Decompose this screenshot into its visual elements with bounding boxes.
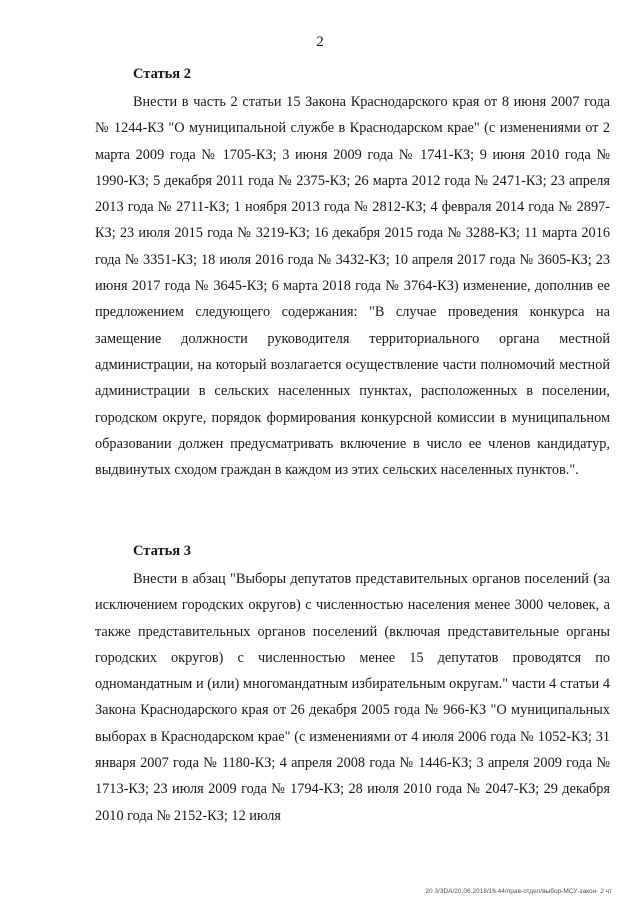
page-number: 2 (316, 34, 324, 50)
article-3-heading: Статья 3 (133, 543, 191, 559)
article-2-heading: Статья 2 (133, 66, 191, 82)
footer-file-path: 20 3/3DA/20.06.2018/16.44/прав-отдел/выбор-МСУ-закон- 2 чт (425, 888, 612, 895)
article-3-text: Внести в абзац "Выборы депутатов представительных органов поселений (за исключением городских округов) с численностью населения менее 3000 человек, а также представительных органов поселений (включая представительные органы городских округов) с численностью менее 15 депутатов проводятся по одномандатным и (или) многомандатным избирательным округам." части 4 статьи 4 Закона Краснодарского края от 26 декабря 2005 года № 966-КЗ "О муниципальных выборах в Краснодарском крае" (с изменениями от 4 июля 2006 года № 1052-КЗ; 31 января 2007 года № 1180-КЗ; 4 апреля 2008 года № 1446-КЗ; 3 апреля 2009 года № 1713-КЗ; 23 июля 2009 года № 1794-КЗ; 28 июля 2010 года № 2047-КЗ; 29 декабря 2010 года № 2152-КЗ; 12 июля (95, 571, 610, 824)
article-2-text: Внести в часть 2 статьи 15 Закона Краснодарского края от 8 июня 2007 года № 1244-КЗ "О муниципальной службе в Краснодарском крае" (с изменениями от 2 марта 2009 года № 1705-КЗ; 3 июня 2009 года № 1741-КЗ; 9 июня 2010 года № 1990-КЗ; 5 декабря 2011 года № 2375-КЗ; 26 марта 2012 года № 2471-КЗ; 23 апреля 2013 года № 2711-КЗ; 1 ноября 2013 года № 2812-КЗ; 4 февраля 2014 года № 2897-КЗ; 23 июля 2015 года № 3219-КЗ; 16 декабря 2015 года № 3288-КЗ; 11 марта 2016 года № 3351-КЗ; 18 июля 2016 года № 3432-КЗ; 10 апреля 2017 года № 3605-КЗ; 23 июня 2017 года № 3645-КЗ; 6 марта 2018 года № 3764-КЗ) изменение, дополнив ее предложением следующего содержания: "В случае проведения конкурса на замещение должности руководителя территориального органа местной администрации, на который возлагается осуществление части полномочий местной администрации в сельских населенных пунктах, расположенных в поселении, городском округе, порядок формирования конкурсной комиссии в муниципальном образовании должен предусматривать включение в число ее членов кандидатур, выдвинутых сходом граждан в каждом из этих сельских населенных пунктов.". (95, 94, 610, 479)
